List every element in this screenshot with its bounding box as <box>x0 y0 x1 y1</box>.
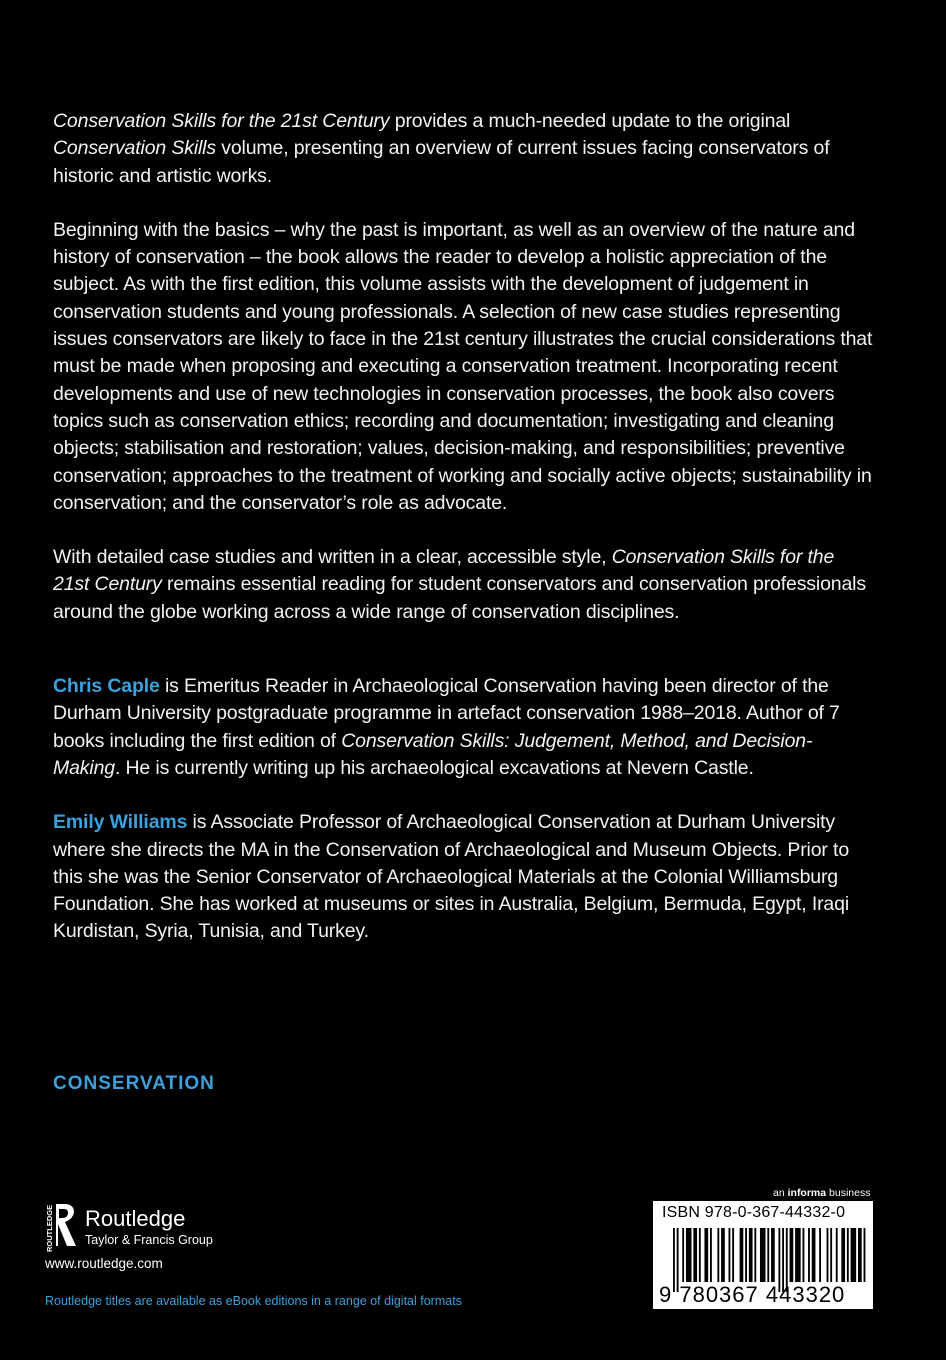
barcode-bar <box>836 1228 838 1282</box>
barcode-bar <box>851 1228 857 1282</box>
routledge-r-icon <box>43 1202 79 1252</box>
blurb-paragraph-2: Beginning with the basics – why the past is important, as well as an overview of the nature and history of conservation – the book allows the reader to develop a holistic appreciation of the subject. As with the first edition, this volume assists with the development of judgement in conservation students and young professionals. A selection of new case studies representing issues conservators are likely to face in the 21st century illustrates the crucial considerations that must be made when proposing and executing a conservation treatment. Incorporating recent developments and use of new technologies in conservation processes, the book also covers topics such as conservation ethics; recording and documentation; investigating and cleaning objects; stabilisation and restoration; values, decision-making, and responsibilities; preventive conservation; approaches to the treatment of working and socially active objects; sustainability in conservation; and the conservator’s role as advocate. <box>53 218 873 514</box>
blurb-text: remains essential reading for student conservators and conservation professionals around the globe working across a wide range of conservation disciplines. <box>53 573 866 623</box>
isbn-label: ISBN 978-0-367-44332-0 <box>662 1204 846 1221</box>
book-title: Conservation Skills for the 21st Century <box>53 110 390 132</box>
publisher-group: Taylor & Francis Group <box>85 1233 213 1247</box>
barcode-bar <box>760 1228 766 1282</box>
book-title: Conservation Skills for the 21st Century <box>53 546 835 596</box>
blurb-paragraph-1 <box>53 108 873 190</box>
barcode-bar <box>686 1228 692 1282</box>
book-title: Conservation Skills: Judgement, Method, and Decision-Making <box>53 729 813 779</box>
barcode-bar <box>819 1228 821 1282</box>
barcode-bar <box>745 1228 747 1282</box>
barcode-bar <box>767 1228 769 1282</box>
barcode-bar <box>704 1228 708 1282</box>
barcode-bar <box>827 1228 829 1282</box>
blurb-paragraph-3 <box>53 544 873 626</box>
original-book-title: Conservation Skills <box>53 137 216 160</box>
isbn-barcode <box>653 1201 873 1309</box>
barcode-bar <box>682 1228 684 1282</box>
barcode-bar <box>729 1228 731 1282</box>
author-name: Chris Caple <box>53 675 160 698</box>
author-bio-text: . He is currently writing up his archaeological excavations at Nevern Castle. <box>114 756 754 779</box>
routledge-vertical-mark: ROUTLEDGE <box>45 1204 54 1252</box>
barcode-bar <box>808 1228 810 1282</box>
blurb-text: With detailed case studies and written in a clear, accessible style, <box>53 546 612 569</box>
publisher-website: www.routledge.com <box>45 1256 163 1271</box>
author-bio-text: is Emeritus Reader in Archaeological Conservation having been director of the Durham University postgraduate programme in artefact conservation 1988–2018. Author of 7 books including the first edition of <box>53 675 840 752</box>
barcode-bar <box>717 1228 719 1282</box>
barcode-bar <box>721 1228 725 1282</box>
informa-business-note: an informa business <box>773 1187 871 1199</box>
barcode-bar <box>795 1228 801 1282</box>
barcode-bar <box>693 1228 697 1282</box>
barcode-bar <box>803 1228 805 1282</box>
barcode-bar <box>740 1228 744 1282</box>
subject-category: CONSERVATION <box>53 1073 215 1094</box>
barcode-bar <box>830 1228 832 1282</box>
author-bio-emily-williams <box>53 809 873 945</box>
barcode-bar <box>847 1228 849 1282</box>
barcode-bar <box>699 1228 701 1282</box>
barcode-bar <box>754 1228 756 1282</box>
barcode-bar <box>864 1228 866 1282</box>
barcode-bar <box>790 1228 794 1282</box>
ebook-availability-note: Routledge titles are available as eBook editions in a range of digital formats <box>45 1294 462 1308</box>
barcode-bar <box>749 1228 753 1282</box>
author-name: Emily Williams <box>53 811 188 834</box>
barcode-bar <box>858 1228 862 1282</box>
back-cover-content <box>53 108 873 946</box>
barcode-bar <box>812 1228 816 1282</box>
barcode-bar <box>710 1228 712 1282</box>
barcode-bar <box>841 1228 845 1282</box>
publisher-name: Routledge <box>85 1206 186 1231</box>
blurb-text: volume, presenting an overview of current issues facing conservators of historic and artistic works. <box>53 137 830 187</box>
author-bio-text: is Associate Professor of Archaeological Conservation at Durham University where she directs the MA in the Conservation of Archaeological and Museum Objects. Prior to this she was the Senior Conservator of Archaeological Materials at the Colonial Williamsburg Foundation. She has worked at museums or sites in Australia, Belgium, Bermuda, Egypt, Iraqi Kurdistan, Syria, Tunisia, and Turkey. <box>53 811 850 943</box>
author-bio-chris-caple <box>53 673 873 782</box>
blurb-text: provides a much-needed update to the original <box>389 110 791 132</box>
barcode-bar <box>732 1228 734 1282</box>
barcode-digits: 9 780367 443320 <box>659 1282 846 1307</box>
barcode-bar <box>771 1228 775 1282</box>
